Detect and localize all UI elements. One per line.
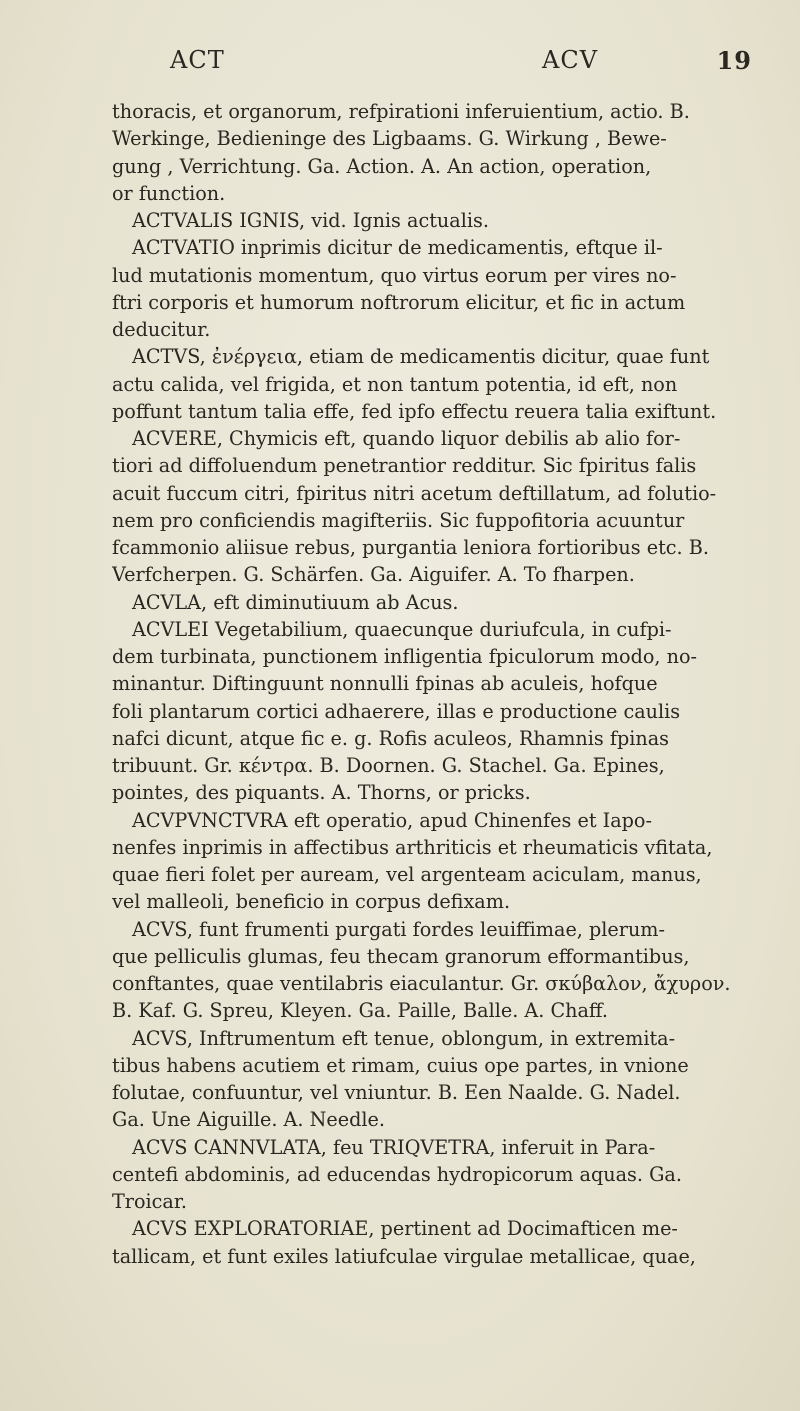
text-line: ACVS CANNVLATA, feu TRIQVETRA, inferuit in Para- xyxy=(132,1135,656,1159)
text-line: ACTVATIO inprimis dicitur de medicamentis, eftque il- xyxy=(132,236,663,260)
text-line: tallicam, et funt exiles latiufculae virgulae metallicae, quae, xyxy=(112,1244,696,1268)
text-line: nafci dicunt, atque fic e. g. Rofis aculeos, Rhamnis fpinas xyxy=(112,726,670,750)
text-line: ACTVS, ἐνέργεια, etiam de medicamentis dicitur, quae funt xyxy=(132,345,710,369)
text-line: lud mutationis momentum, quo virtus eorum per vires no- xyxy=(112,263,677,287)
text-line: thoracis, et organorum, refpirationi inferuientium, actio. B. xyxy=(112,100,690,123)
text-line: actu calida, vel frigida, et non tantum potentia, id eft, non xyxy=(112,372,678,396)
text-line: dem turbinata, punctionem infligentia fpiculorum modo, no- xyxy=(112,645,698,668)
text-line: fcammonio aliisue rebus, purgantia leniora fortioribus etc. B. xyxy=(112,536,709,559)
text-line: ACVLEI Vegetabilium, quaecunque duriufcula, in cufpi- xyxy=(132,617,672,641)
text-line: quae fieri folet per auream, vel argenteam aciculam, manus, xyxy=(112,863,702,886)
text-line: Verfcherpen. G. Schärfen. Ga. Aiguifer. A. To fharpen. xyxy=(112,563,635,587)
text-line: pointes, des piquants. A. Thorns, or pricks. xyxy=(112,781,531,805)
text-line: ACVPVNCTVRA eft operatio, apud Chinenfes et Iapo- xyxy=(132,808,652,832)
text-line: ACVLA, eft diminutiuum ab Acus. xyxy=(132,590,459,614)
text-line: Ga. Une Aiguille. A. Needle. xyxy=(112,1108,385,1132)
text-line: ftri corporis et humorum noftrorum elicitur, et fic in actum xyxy=(112,290,686,314)
text-line: nenfes inprimis in affectibus arthriticis et rheumaticis vfitata, xyxy=(112,835,713,859)
text-line: tibus habens acutiem et rimam, cuius ope partes, in vnione xyxy=(112,1053,689,1077)
page-number: 19 xyxy=(716,46,752,75)
text-column xyxy=(112,98,762,1270)
header-center-word: ACV xyxy=(542,46,599,74)
text-line: conftantes, quae ventilabris eiaculantur. Gr. σκύβαλον, ἄχυρον. xyxy=(112,972,731,995)
text-line: or function. xyxy=(112,181,226,205)
text-line: ACVERE, Chymicis eft, quando liquor debilis ab alio for- xyxy=(132,427,681,450)
text-line: ACTVALIS IGNIS, vid. Ignis actualis. xyxy=(132,209,489,232)
text-line: acuit fuccum citri, fpiritus nitri acetum deftillatum, ad folutio- xyxy=(112,481,717,505)
text-line: nem pro conficiendis magifteriis. Sic fuppofitoria acuuntur xyxy=(112,508,685,532)
text-line: que pelliculis glumas, feu thecam granorum efformantibus, xyxy=(112,944,690,968)
text-line: foli plantarum cortici adhaerere, illas e productione caulis xyxy=(112,699,681,723)
text-line: minantur. Diftinguunt nonnulli fpinas ab aculeis, hofque xyxy=(112,672,658,696)
text-line: centefi abdominis, ad educendas hydropicorum aquas. Ga. xyxy=(112,1162,682,1186)
running-header xyxy=(170,46,760,75)
text-line: vel malleoli, beneficio in corpus defixam. xyxy=(112,890,511,914)
text-line: deducitur. xyxy=(112,318,211,341)
text-line: ACVS EXPLORATORIAE, pertinent ad Docimafticen me- xyxy=(132,1217,678,1241)
text-line: Werkinge, Bedieninge des Ligbaams. G. Wirkung , Bewe- xyxy=(112,127,667,151)
text-line: Troicar. xyxy=(112,1190,188,1213)
text-line: folutae, confuuntur, vel vniuntur. B. Een Naalde. G. Nadel. xyxy=(112,1081,681,1104)
text-line: ACVS, Inftrumentum eft tenue, oblongum, in extremita- xyxy=(132,1026,676,1050)
text-line: gung , Verrichtung. Ga. Action. A. An action, operation, xyxy=(112,154,652,178)
text-line: ACVS, funt frumenti purgati fordes leuiffimae, plerum- xyxy=(132,917,665,941)
header-left-word: ACT xyxy=(170,46,225,74)
text-line: tribuunt. Gr. κέντρα. B. Doornen. G. Stachel. Ga. Epines, xyxy=(112,754,665,777)
text-line: tiori ad diffoluendum penetrantior redditur. Sic fpiritus falis xyxy=(112,454,697,478)
text-line: B. Kaf. G. Spreu, Kleyen. Ga. Paille, Balle. A. Chaff. xyxy=(112,999,608,1023)
text-line: poffunt tantum talia effe, fed ipfo effectu reuera talia exiftunt. xyxy=(112,399,717,423)
